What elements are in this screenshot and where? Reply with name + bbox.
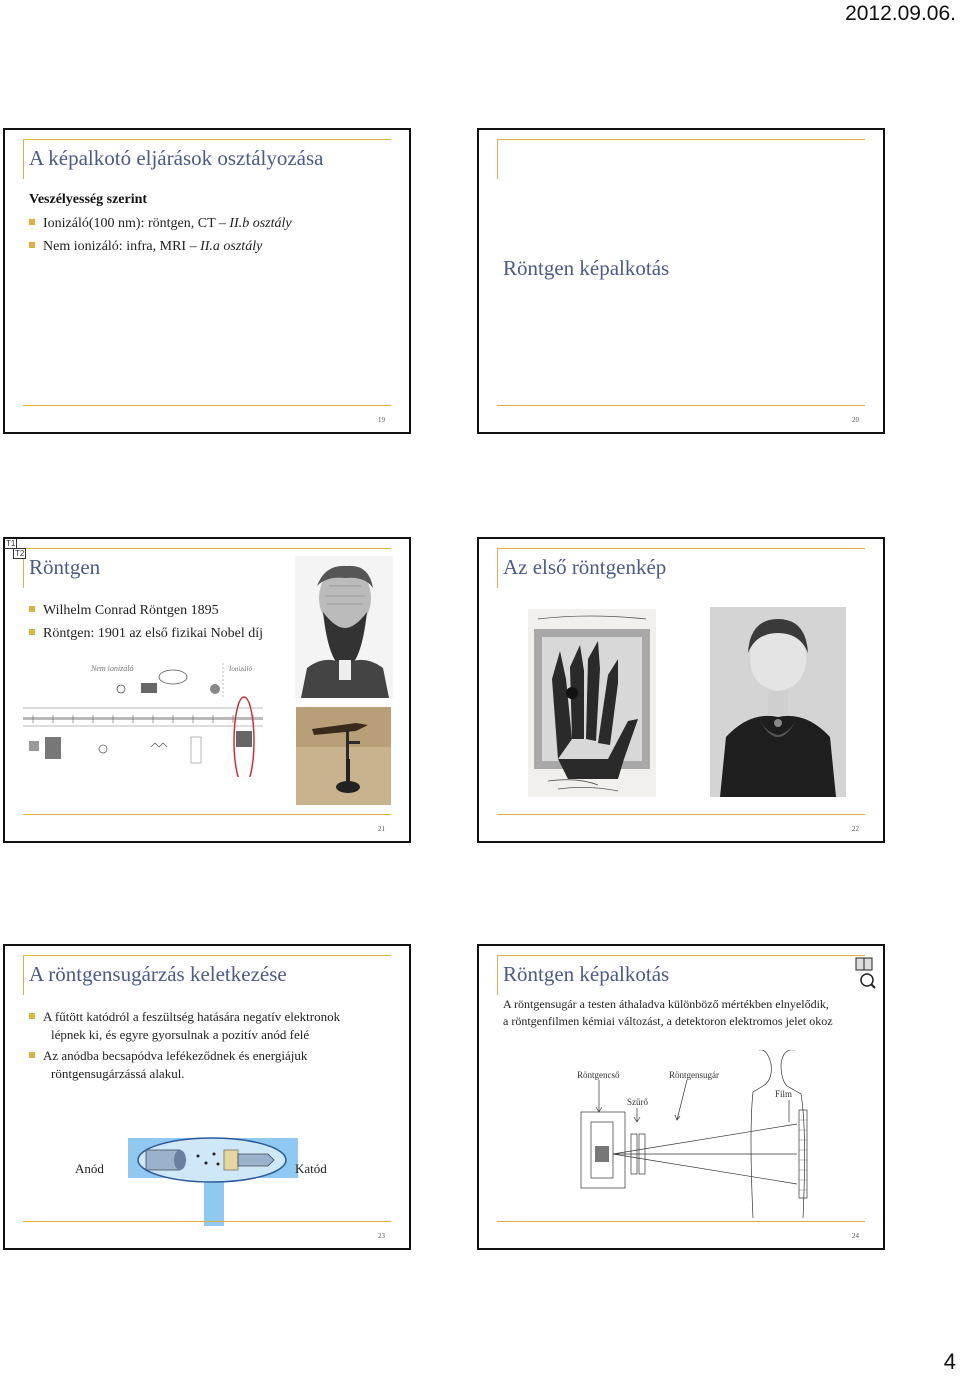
- bertha-portrait: [710, 607, 846, 797]
- left-rule: [497, 955, 498, 995]
- slide-number: 24: [852, 1232, 859, 1240]
- top-rule: [497, 955, 865, 956]
- slide-title: Az első röntgenkép: [503, 555, 667, 579]
- slide-number: 23: [378, 1232, 385, 1240]
- slide-22: [477, 537, 885, 843]
- film-label: Film: [775, 1089, 793, 1099]
- slide-21: [3, 537, 411, 843]
- top-rule: [23, 139, 391, 140]
- top-rule: [497, 139, 865, 140]
- slide-title: Röntgen képalkotás: [503, 962, 670, 986]
- body-text-line: a röntgenfilmen kémiai változást, a detektoron elektromos jelet okoz: [503, 1014, 833, 1028]
- comment-tag[interactable]: T1: [6, 539, 16, 548]
- bullet-marker: [29, 1013, 35, 1019]
- print-date: 2012.09.06.: [845, 2, 956, 25]
- bullet-marker: [29, 606, 35, 612]
- bullet-marker: [29, 242, 35, 248]
- slide-number: 19: [378, 416, 385, 424]
- imaging-setup-diagram: [577, 1050, 857, 1218]
- bullet-item: Röntgen: 1901 az első fizikai Nobel díj: [29, 626, 263, 642]
- book-search-icon: [853, 956, 877, 990]
- bottom-rule: [497, 1221, 865, 1222]
- slide-number: 22: [852, 825, 859, 833]
- bottom-rule: [497, 814, 865, 815]
- bullet-item: A fűtött katódról a feszültség hatására negatív elektronok lépnek ki, és egyre gyorsulnak a pozitív anód felé: [29, 1008, 399, 1044]
- comment-tag[interactable]: T2: [15, 549, 25, 558]
- bottom-rule: [497, 405, 865, 406]
- cathode-label: Katód: [295, 1161, 327, 1176]
- source-label: Röntgencső: [577, 1070, 620, 1080]
- slide-heading: Veszélyesség szerint: [29, 192, 148, 207]
- left-rule: [497, 139, 498, 179]
- bullet-item: Wilhelm Conrad Röntgen 1895: [29, 603, 219, 619]
- slide-title: A képalkotó eljárások osztályozása: [29, 146, 324, 170]
- slide-24: [477, 944, 885, 1250]
- beam-label: Röntgensugár: [669, 1070, 719, 1080]
- bottom-rule: [23, 405, 391, 406]
- bullet-item: Nem ionizáló: infra, MRI – II.a osztály: [29, 239, 262, 255]
- filter-label: Szűrő: [627, 1097, 648, 1107]
- spectrum-label-ionizing: Ionizáló: [229, 665, 252, 673]
- left-rule: [23, 139, 24, 179]
- slide-19: [3, 128, 411, 434]
- em-spectrum-diagram: [23, 659, 263, 777]
- top-rule: [23, 548, 391, 549]
- xray-tube-photo: [296, 707, 391, 805]
- bullet-marker: [29, 219, 35, 225]
- slide-20: [477, 128, 885, 434]
- top-rule: [497, 548, 865, 549]
- first-xray-image: [528, 609, 656, 797]
- top-rule: [23, 955, 391, 956]
- anode-label: Anód: [75, 1161, 104, 1176]
- slide-title: Röntgen: [29, 555, 101, 579]
- xray-tube-diagram: [128, 1136, 298, 1226]
- bottom-rule: [23, 814, 391, 815]
- spectrum-label-nonionizing: Nem ionizáló: [91, 664, 134, 673]
- roentgen-portrait: [295, 556, 393, 698]
- left-rule: [497, 548, 498, 588]
- slide-title: A röntgensugárzás keletkezése: [29, 962, 287, 986]
- slide-number: 20: [852, 416, 859, 424]
- left-rule: [23, 955, 24, 995]
- bullet-item: Az anódba becsapódva lefékeződnek és energiájuk röntgensugárzássá alakul.: [29, 1047, 399, 1083]
- bullet-item: Ionizáló(100 nm): röntgen, CT – II.b osztály: [29, 216, 292, 232]
- body-text-line: A röntgensugár a testen áthaladva különböző mértékben elnyelődik,: [503, 997, 829, 1011]
- slide-23: [3, 944, 411, 1250]
- bullet-marker: [29, 629, 35, 635]
- slide-number: 21: [378, 825, 385, 833]
- page-number: 4: [943, 1349, 956, 1374]
- bullet-marker: [29, 1052, 35, 1058]
- bottom-rule: [23, 1221, 391, 1222]
- slide-title: Röntgen képalkotás: [503, 256, 670, 280]
